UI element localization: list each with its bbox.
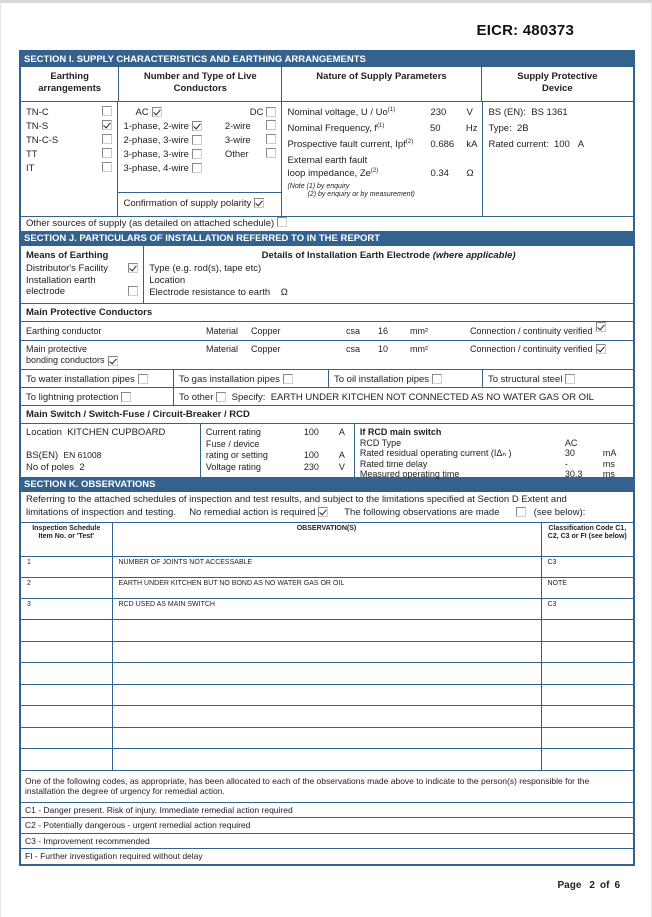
col-code-header: Classification Code C1, C2, C3 or FI (see below) (541, 523, 633, 557)
ms-location: Location KITCHEN CUPBOARD (26, 427, 166, 438)
observations-table (21, 522, 633, 771)
2p3w-checkbox[interactable] (192, 135, 202, 145)
ac-checkbox[interactable] (152, 107, 162, 117)
conductor-1p2w: 1-phase, 2-wire (123, 120, 224, 134)
distributor-facility: Distributor's Facility (26, 263, 138, 275)
empty-row (21, 749, 633, 771)
electrode-resistance: Electrode resistance to earth Ω (149, 287, 288, 298)
3p3w-checkbox[interactable] (192, 149, 202, 159)
water-pipes-checkbox[interactable] (138, 374, 148, 384)
distributor-facility-checkbox[interactable] (128, 263, 138, 273)
protective-device (482, 102, 633, 216)
code-fi: FI - Further investigation required without delay (21, 848, 633, 864)
installation-electrode-checkbox[interactable] (128, 286, 138, 296)
tnc-checkbox[interactable] (102, 106, 112, 116)
code-c2: C2 - Potentially dangerous - urgent remedial action required (21, 817, 633, 833)
main-switch-details: Location KITCHEN CUPBOARD BS(EN) EN 61008 No of poles 2 Current rating 100 A Fuse / device rating or setting 100 A Voltage rating 230 V If RCD main switch RCD Type AC Rated residual operating current (IΔₙ ) 30 mA Rated time delay - ms Measured operating time 30.3 ms (21, 423, 633, 477)
document-title: EICR: 480373 (476, 22, 574, 39)
ms-poles: No of poles 2 (26, 462, 85, 473)
lightning-checkbox[interactable] (121, 392, 131, 402)
earthing-options (21, 102, 117, 216)
conductor-dc-2w: 2-wire (225, 120, 277, 134)
section-i-header: SECTION I. SUPPLY CHARACTERISTICS AND EARTHING ARRANGEMENTS (21, 52, 633, 67)
fault-current-row: Prospective fault current, Ipf$^{(2)}$ 0.686 kA (287, 139, 478, 150)
rcd-current: Rated residual operating current (IΔₙ ) 30 mA (359, 448, 617, 458)
main-switch-title: Main Switch / Switch-Fuse / Circuit-Breaker / RCD (21, 405, 633, 423)
bonding-conductors-checkbox[interactable] (108, 356, 118, 366)
dc-2w-checkbox[interactable] (266, 120, 276, 130)
earthing-tnc: TN-C (26, 106, 112, 120)
oil-pipes-checkbox[interactable] (432, 374, 442, 384)
ms-voltage: Voltage rating 230 V (205, 461, 345, 472)
polarity-checkbox[interactable] (254, 198, 264, 208)
mpc-title: Main Protective Conductors (21, 303, 633, 321)
ms-bs: BS(EN) EN 61008 (26, 450, 102, 461)
empty-row (21, 706, 633, 728)
page-indicator: Page 2 of 6 (557, 880, 620, 891)
1p2w-checkbox[interactable] (192, 121, 202, 131)
rated-current-row: Rated current: 100 A (488, 139, 585, 150)
earthing-tncs: TN-C-S (26, 134, 112, 148)
supply-params (281, 102, 482, 216)
supply-note-2: (2) by enquiry or by measurement) (307, 191, 415, 198)
earthing-it: IT (26, 162, 112, 176)
frequency-row: Nominal Frequency, $f^{(1)}$ 50 Hz (287, 123, 478, 134)
bonding-verified-checkbox[interactable] (596, 344, 606, 354)
table-row: 3 RCD USED AS MAIN SWITCH C3 (21, 599, 633, 620)
rcd-delay: Rated time delay - ms (359, 458, 615, 469)
empty-row (21, 641, 633, 663)
supply-note-1: (Note (1) by enquiry (287, 183, 350, 190)
section-j-header: SECTION J. PARTICULARS OF INSTALLATION REFERRED TO IN THE REPORT (21, 231, 633, 246)
earthing-tns: TN-S (26, 120, 112, 134)
other-sources-checkbox[interactable] (277, 217, 287, 227)
empty-row (21, 727, 633, 749)
earthing-header: Earthing arrangements (38, 71, 102, 94)
ze-row: loop impedance, Ze$^{(2)}$ 0.34 Ω (287, 168, 474, 179)
empty-row (21, 663, 633, 685)
bs-en-row: BS (EN): BS 1361 (488, 107, 568, 118)
section-k-header: SECTION K. OBSERVATIONS (21, 477, 633, 492)
structural-steel-checkbox[interactable] (565, 374, 575, 384)
empty-row (21, 620, 633, 642)
bonding-conductor-row: Main protective bonding conductors Material Copper csa 10 mm² Connection / continuity verified (21, 340, 633, 369)
bonding-targets-row: To water installation pipes To gas installation pipes To oil installation pipes To structural steel (21, 369, 633, 387)
no-remedial-checkbox[interactable] (318, 507, 328, 517)
empty-row (21, 684, 633, 706)
conductor-2p3w: 2-phase, 3-wire (123, 134, 224, 148)
other-conductor-checkbox[interactable] (266, 148, 276, 158)
ac-option: AC (123, 106, 224, 120)
ms-fuse: rating or setting 100 A (205, 450, 345, 460)
codes-intro: One of the following codes, as appropriate, has been allocated to each of the observations made above to indicate to the person(s) responsible for the installation the degree of urgency for remedial action. (25, 775, 590, 796)
conductor-other: Other (225, 148, 277, 162)
table-row: 2 EARTH UNDER KITCHEN BUT NO BOND AS NO WATER GAS OR OIL NOTE (21, 578, 633, 599)
lightning-other-row: To lightning protection To other Specify: EARTH UNDER KITCHEN NOT CONNECTED AS NO WATER GAS OR OIL (21, 387, 633, 405)
dc-checkbox[interactable] (266, 107, 276, 117)
conductor-3p4w: 3-phase, 4-wire (123, 162, 224, 176)
means-of-earthing: Means of Earthing Distributor's Facility Installation earth electrode (21, 246, 143, 303)
other-sources-row: Other sources of supply (as detailed on attached schedule) (21, 216, 633, 231)
dc-option: DC (225, 106, 277, 120)
col-observation-header: OBSERVATION(S) (112, 523, 541, 557)
ze-label-line1: External earth fault (287, 155, 368, 166)
conductors-header: Number and Type of Live Conductors (118, 67, 281, 101)
nominal-voltage-row: Nominal voltage, U / Uo$^{(1)}$ 230 V (287, 107, 473, 118)
dc-3w-checkbox[interactable] (266, 134, 276, 144)
3p4w-checkbox[interactable] (192, 163, 202, 173)
polarity-row: Confirmation of supply polarity (118, 192, 281, 217)
rcd-op-time: Measured operating time 30.3 ms (359, 469, 615, 479)
electrode-details: Details of Installation Earth Electrode (where applicable) Type (e.g. rod(s), tape etc) Location Electrode resistance to earth Ω (143, 246, 633, 303)
code-c3: C3 - Improvement recommended (21, 833, 633, 849)
protective-device-header: Supply Protective Device (481, 67, 633, 101)
electrode-title: Details of Installation Earth Electrode (where applicable) (261, 250, 516, 261)
earthing-verified-checkbox[interactable] (596, 322, 606, 332)
conductor-3p3w: 3-phase, 3-wire (123, 148, 224, 162)
conductors-options (117, 102, 281, 216)
tns-checkbox[interactable] (102, 120, 112, 130)
rcd-type: RCD Type AC (359, 437, 578, 448)
ms-current: Current rating 100 A (205, 427, 345, 437)
other-bonding-checkbox[interactable] (216, 392, 226, 402)
eicr-form (19, 50, 635, 866)
gas-pipes-checkbox[interactable] (283, 374, 293, 384)
table-row: 1 NUMBER OF JOINTS NOT ACCESSABLE C3 (21, 557, 633, 578)
earthing-tt: TT (26, 148, 112, 162)
observations-made-checkbox[interactable] (516, 507, 526, 517)
col-item-header: Inspection Schedule Item No. or 'Test' (21, 523, 112, 557)
installation-electrode: electrode (26, 286, 138, 298)
conductor-dc-3w: 3-wire (225, 134, 277, 148)
type-row: Type: 2B (488, 123, 529, 134)
other-specify-value: EARTH UNDER KITCHEN NOT CONNECTED AS NO WATER GAS OR OIL (270, 392, 594, 403)
tncs-checkbox[interactable] (102, 134, 112, 144)
earthing-conductor-row: Earthing conductor Material Copper csa 16 mm² Connection / continuity verified (21, 321, 633, 340)
tt-checkbox[interactable] (102, 148, 112, 158)
code-c1: C1 - Danger present. Risk of injury. Immediate remedial action required (21, 802, 633, 818)
supply-params-header: Nature of Supply Parameters (281, 67, 480, 101)
it-checkbox[interactable] (102, 162, 112, 172)
observations-intro: Referring to the attached schedules of inspection and test results, and subject to the limitations specified at Section D Extent and limitations of inspection and testing. No remedial action is required The following observations are made (see below): (26, 494, 586, 518)
